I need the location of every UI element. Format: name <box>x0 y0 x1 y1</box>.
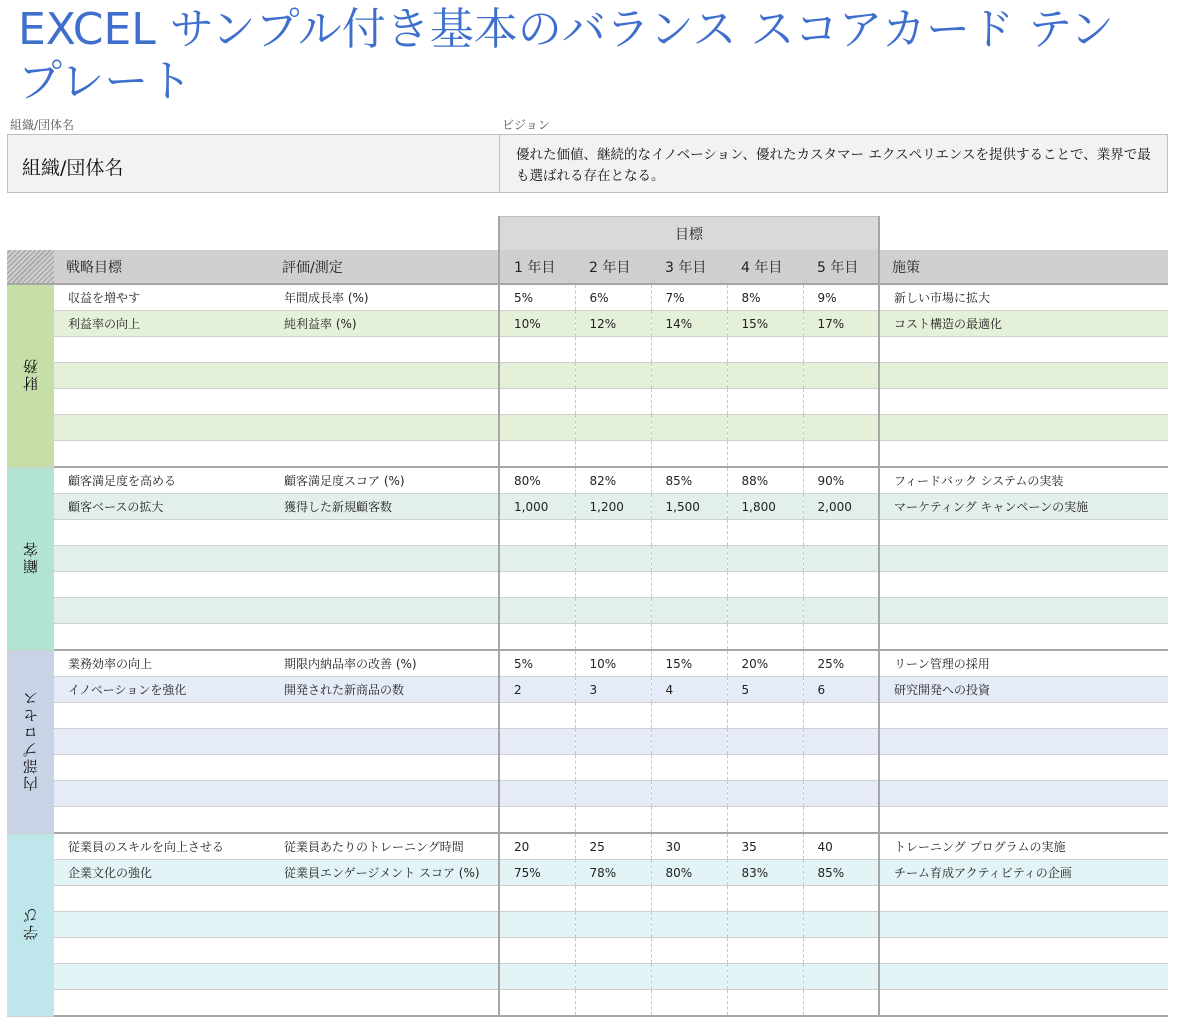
measure-cell[interactable] <box>270 415 499 441</box>
objective-cell[interactable] <box>54 546 270 572</box>
year-4-cell[interactable] <box>727 363 803 389</box>
col-initiative: 施策 <box>879 250 1168 284</box>
year-3-cell[interactable] <box>651 598 727 624</box>
objective-cell[interactable]: 企業文化の強化 <box>54 860 270 886</box>
year-4-cell[interactable] <box>727 546 803 572</box>
year-5-cell[interactable] <box>803 441 879 468</box>
col-objective: 戦略目標 <box>54 250 270 284</box>
year-4-cell[interactable]: 8% <box>727 284 803 311</box>
section-label-text: 財務 <box>22 356 40 391</box>
scorecard-table <box>7 216 1168 1017</box>
objective-cell[interactable]: 業務効率の向上 <box>54 650 270 677</box>
year-1-cell[interactable] <box>499 729 575 755</box>
year-3-cell[interactable]: 4 <box>651 677 727 703</box>
org-label: 組織/団体名 <box>10 118 75 132</box>
year-3-cell[interactable] <box>651 990 727 1017</box>
year-4-cell[interactable] <box>727 624 803 651</box>
table-row <box>7 598 1168 624</box>
year-1-cell[interactable] <box>499 572 575 598</box>
objective-cell[interactable] <box>54 389 270 415</box>
objective-cell[interactable]: 収益を増やす <box>54 284 270 311</box>
year-5-cell[interactable]: 90% <box>803 467 879 494</box>
table-row <box>7 572 1168 598</box>
year-2-cell[interactable] <box>575 598 651 624</box>
year-4-cell[interactable]: 15% <box>727 311 803 337</box>
year-3-cell[interactable]: 14% <box>651 311 727 337</box>
info-box <box>7 134 1168 193</box>
objective-cell[interactable] <box>54 520 270 546</box>
initiative-cell[interactable] <box>879 990 1168 1017</box>
table-row <box>7 938 1168 964</box>
year-1-cell[interactable] <box>499 703 575 729</box>
year-2-cell[interactable] <box>575 912 651 938</box>
col-year-4: 4 年目 <box>727 250 803 284</box>
year-2-cell[interactable] <box>575 703 651 729</box>
year-3-cell[interactable]: 1,500 <box>651 494 727 520</box>
measure-cell[interactable]: 期限内納品率の改善 (%) <box>270 650 499 677</box>
objective-cell[interactable]: 顧客ベースの拡大 <box>54 494 270 520</box>
year-3-cell[interactable]: 85% <box>651 467 727 494</box>
year-1-cell[interactable] <box>499 546 575 572</box>
initiative-cell[interactable] <box>879 363 1168 389</box>
table-row <box>7 441 1168 468</box>
table-row <box>7 494 1168 520</box>
year-1-cell[interactable] <box>499 363 575 389</box>
year-1-cell[interactable]: 5% <box>499 650 575 677</box>
year-4-cell[interactable] <box>727 912 803 938</box>
year-5-cell[interactable] <box>803 886 879 912</box>
year-2-cell[interactable] <box>575 807 651 834</box>
measure-cell[interactable] <box>270 337 499 363</box>
year-4-cell[interactable] <box>727 598 803 624</box>
year-5-cell[interactable] <box>803 520 879 546</box>
year-1-cell[interactable] <box>499 886 575 912</box>
initiative-cell[interactable] <box>879 912 1168 938</box>
measure-cell[interactable] <box>270 624 499 651</box>
year-1-cell[interactable] <box>499 912 575 938</box>
year-2-cell[interactable] <box>575 363 651 389</box>
year-5-cell[interactable]: 85% <box>803 860 879 886</box>
header-row <box>7 250 1168 284</box>
year-1-cell[interactable]: 1,000 <box>499 494 575 520</box>
initiative-cell[interactable] <box>879 572 1168 598</box>
year-5-cell[interactable] <box>803 415 879 441</box>
initiative-cell[interactable] <box>879 337 1168 363</box>
initiative-cell[interactable]: フィードバック システムの実装 <box>879 467 1168 494</box>
year-4-cell[interactable] <box>727 389 803 415</box>
measure-cell[interactable]: 従業員あたりのトレーニング時間 <box>270 833 499 860</box>
initiative-cell[interactable]: コスト構造の最適化 <box>879 311 1168 337</box>
year-5-cell[interactable]: 17% <box>803 311 879 337</box>
year-2-cell[interactable] <box>575 337 651 363</box>
year-3-cell[interactable] <box>651 964 727 990</box>
table-row <box>7 990 1168 1017</box>
year-5-cell[interactable] <box>803 546 879 572</box>
table-row <box>7 755 1168 781</box>
year-5-cell[interactable] <box>803 363 879 389</box>
table-row <box>7 650 1168 677</box>
year-2-cell[interactable] <box>575 546 651 572</box>
year-5-cell[interactable] <box>803 624 879 651</box>
year-1-cell[interactable] <box>499 624 575 651</box>
measure-cell[interactable] <box>270 807 499 834</box>
year-3-cell[interactable] <box>651 886 727 912</box>
table-row <box>7 677 1168 703</box>
initiative-cell[interactable]: 研究開発への投資 <box>879 677 1168 703</box>
year-2-cell[interactable] <box>575 755 651 781</box>
year-5-cell[interactable]: 6 <box>803 677 879 703</box>
info-divider <box>499 135 500 192</box>
year-1-cell[interactable]: 10% <box>499 311 575 337</box>
year-3-cell[interactable] <box>651 415 727 441</box>
table-row <box>7 520 1168 546</box>
year-2-cell[interactable]: 78% <box>575 860 651 886</box>
objective-cell[interactable] <box>54 964 270 990</box>
objective-cell[interactable] <box>54 624 270 651</box>
year-5-cell[interactable] <box>803 912 879 938</box>
section-label-cus <box>7 467 54 650</box>
table-row <box>7 703 1168 729</box>
table-row <box>7 781 1168 807</box>
year-3-cell[interactable] <box>651 337 727 363</box>
year-5-cell[interactable] <box>803 755 879 781</box>
year-4-cell[interactable] <box>727 938 803 964</box>
year-5-cell[interactable] <box>803 337 879 363</box>
col-measure: 評価/測定 <box>270 250 499 284</box>
objective-cell[interactable] <box>54 572 270 598</box>
year-4-cell[interactable]: 1,800 <box>727 494 803 520</box>
year-1-cell[interactable] <box>499 520 575 546</box>
table-row <box>7 389 1168 415</box>
initiative-cell[interactable]: マーケティング キャンペーンの実施 <box>879 494 1168 520</box>
measure-cell[interactable] <box>270 912 499 938</box>
table-row <box>7 546 1168 572</box>
year-4-cell[interactable] <box>727 807 803 834</box>
spacer <box>7 217 499 251</box>
objective-cell[interactable] <box>54 990 270 1017</box>
measure-cell[interactable]: 開発された新商品の数 <box>270 677 499 703</box>
col-year-2: 2 年目 <box>575 250 651 284</box>
year-4-cell[interactable] <box>727 729 803 755</box>
page-title: EXCEL サンプル付き基本のバランス スコアカード テンプレート <box>18 4 1114 107</box>
year-3-cell[interactable]: 80% <box>651 860 727 886</box>
measure-cell[interactable] <box>270 389 499 415</box>
goals-header: 目標 <box>499 217 879 251</box>
year-4-cell[interactable]: 5 <box>727 677 803 703</box>
year-3-cell[interactable] <box>651 729 727 755</box>
measure-cell[interactable] <box>270 755 499 781</box>
objective-cell[interactable]: 利益率の向上 <box>54 311 270 337</box>
section-label-lrn <box>7 833 54 1016</box>
year-4-cell[interactable] <box>727 337 803 363</box>
year-1-cell[interactable] <box>499 990 575 1017</box>
year-5-cell[interactable]: 25% <box>803 650 879 677</box>
year-4-cell[interactable] <box>727 572 803 598</box>
year-2-cell[interactable] <box>575 729 651 755</box>
table-row <box>7 860 1168 886</box>
year-2-cell[interactable] <box>575 938 651 964</box>
measure-cell[interactable] <box>270 964 499 990</box>
year-1-cell[interactable] <box>499 755 575 781</box>
year-1-cell[interactable] <box>499 441 575 468</box>
objective-cell[interactable] <box>54 729 270 755</box>
objective-cell[interactable] <box>54 886 270 912</box>
year-2-cell[interactable] <box>575 389 651 415</box>
table-row <box>7 886 1168 912</box>
year-1-cell[interactable]: 5% <box>499 284 575 311</box>
table-row <box>7 363 1168 389</box>
year-4-cell[interactable]: 35 <box>727 833 803 860</box>
year-5-cell[interactable]: 2,000 <box>803 494 879 520</box>
year-2-cell[interactable] <box>575 886 651 912</box>
initiative-cell[interactable] <box>879 807 1168 834</box>
year-3-cell[interactable] <box>651 520 727 546</box>
measure-cell[interactable]: 顧客満足度スコア (%) <box>270 467 499 494</box>
measure-cell[interactable] <box>270 938 499 964</box>
objective-cell[interactable] <box>54 337 270 363</box>
initiative-cell[interactable] <box>879 703 1168 729</box>
measure-cell[interactable] <box>270 886 499 912</box>
year-1-cell[interactable]: 80% <box>499 467 575 494</box>
table-row <box>7 624 1168 651</box>
year-1-cell[interactable]: 75% <box>499 860 575 886</box>
initiative-cell[interactable] <box>879 441 1168 468</box>
objective-cell[interactable] <box>54 938 270 964</box>
year-3-cell[interactable] <box>651 546 727 572</box>
objective-cell[interactable] <box>54 781 270 807</box>
objective-cell[interactable] <box>54 363 270 389</box>
year-3-cell[interactable] <box>651 624 727 651</box>
year-4-cell[interactable] <box>727 781 803 807</box>
initiative-cell[interactable] <box>879 964 1168 990</box>
col-year-1: 1 年目 <box>499 250 575 284</box>
year-5-cell[interactable] <box>803 598 879 624</box>
year-2-cell[interactable]: 12% <box>575 311 651 337</box>
year-4-cell[interactable]: 83% <box>727 860 803 886</box>
year-1-cell[interactable] <box>499 337 575 363</box>
year-4-cell[interactable] <box>727 964 803 990</box>
year-5-cell[interactable] <box>803 964 879 990</box>
initiative-cell[interactable] <box>879 938 1168 964</box>
year-4-cell[interactable] <box>727 415 803 441</box>
table-row <box>7 284 1168 311</box>
year-4-cell[interactable]: 20% <box>727 650 803 677</box>
measure-cell[interactable] <box>270 546 499 572</box>
initiative-cell[interactable]: リーン管理の採用 <box>879 650 1168 677</box>
year-3-cell[interactable]: 30 <box>651 833 727 860</box>
hatch-cell <box>7 250 54 284</box>
objective-cell[interactable] <box>54 703 270 729</box>
year-1-cell[interactable] <box>499 415 575 441</box>
year-3-cell[interactable] <box>651 572 727 598</box>
measure-cell[interactable]: 従業員エンゲージメント スコア (%) <box>270 860 499 886</box>
year-5-cell[interactable] <box>803 729 879 755</box>
table-row <box>7 964 1168 990</box>
measure-cell[interactable]: 獲得した新規顧客数 <box>270 494 499 520</box>
year-5-cell[interactable] <box>803 807 879 834</box>
year-1-cell[interactable] <box>499 389 575 415</box>
year-3-cell[interactable] <box>651 781 727 807</box>
year-5-cell[interactable] <box>803 703 879 729</box>
year-3-cell[interactable] <box>651 807 727 834</box>
year-4-cell[interactable] <box>727 703 803 729</box>
year-1-cell[interactable]: 2 <box>499 677 575 703</box>
initiative-cell[interactable] <box>879 781 1168 807</box>
measure-cell[interactable] <box>270 729 499 755</box>
col-year-5: 5 年目 <box>803 250 879 284</box>
table-row <box>7 833 1168 860</box>
year-3-cell[interactable] <box>651 938 727 964</box>
year-5-cell[interactable] <box>803 781 879 807</box>
initiative-cell[interactable] <box>879 886 1168 912</box>
objective-cell[interactable]: イノベーションを強化 <box>54 677 270 703</box>
measure-cell[interactable] <box>270 990 499 1017</box>
year-1-cell[interactable] <box>499 964 575 990</box>
table-row <box>7 467 1168 494</box>
year-2-cell[interactable]: 3 <box>575 677 651 703</box>
year-5-cell[interactable]: 9% <box>803 284 879 311</box>
year-4-cell[interactable] <box>727 520 803 546</box>
measure-cell[interactable] <box>270 781 499 807</box>
vision-label: ビジョン <box>502 118 550 132</box>
year-5-cell[interactable]: 40 <box>803 833 879 860</box>
measure-cell[interactable]: 年間成長率 (%) <box>270 284 499 311</box>
objective-cell[interactable] <box>54 755 270 781</box>
year-2-cell[interactable]: 10% <box>575 650 651 677</box>
year-2-cell[interactable]: 25 <box>575 833 651 860</box>
objective-cell[interactable]: 顧客満足度を高める <box>54 467 270 494</box>
initiative-cell[interactable] <box>879 389 1168 415</box>
year-1-cell[interactable] <box>499 807 575 834</box>
year-5-cell[interactable] <box>803 572 879 598</box>
section-label-fin <box>7 284 54 467</box>
year-4-cell[interactable] <box>727 886 803 912</box>
year-2-cell[interactable] <box>575 781 651 807</box>
year-3-cell[interactable] <box>651 363 727 389</box>
year-3-cell[interactable]: 7% <box>651 284 727 311</box>
year-5-cell[interactable] <box>803 938 879 964</box>
year-2-cell[interactable]: 82% <box>575 467 651 494</box>
year-3-cell[interactable] <box>651 441 727 468</box>
year-3-cell[interactable]: 15% <box>651 650 727 677</box>
objective-cell[interactable] <box>54 912 270 938</box>
table-row <box>7 311 1168 337</box>
initiative-cell[interactable] <box>879 755 1168 781</box>
initiative-cell[interactable] <box>879 520 1168 546</box>
year-2-cell[interactable] <box>575 441 651 468</box>
spacer <box>879 217 1168 251</box>
year-3-cell[interactable] <box>651 703 727 729</box>
objective-cell[interactable] <box>54 598 270 624</box>
year-2-cell[interactable] <box>575 572 651 598</box>
measure-cell[interactable]: 純利益率 (%) <box>270 311 499 337</box>
initiative-cell[interactable] <box>879 729 1168 755</box>
year-5-cell[interactable] <box>803 990 879 1017</box>
section-label-int <box>7 650 54 833</box>
measure-cell[interactable] <box>270 598 499 624</box>
year-3-cell[interactable] <box>651 912 727 938</box>
year-1-cell[interactable] <box>499 598 575 624</box>
objective-cell[interactable]: 従業員のスキルを向上させる <box>54 833 270 860</box>
year-2-cell[interactable] <box>575 964 651 990</box>
table-row <box>7 729 1168 755</box>
year-3-cell[interactable] <box>651 389 727 415</box>
measure-cell[interactable] <box>270 363 499 389</box>
objective-cell[interactable] <box>54 441 270 468</box>
table-row <box>7 912 1168 938</box>
section-label-text: 学び <box>22 905 40 940</box>
year-1-cell[interactable]: 20 <box>499 833 575 860</box>
year-2-cell[interactable] <box>575 520 651 546</box>
objective-cell[interactable] <box>54 807 270 834</box>
year-2-cell[interactable] <box>575 624 651 651</box>
year-4-cell[interactable]: 88% <box>727 467 803 494</box>
year-3-cell[interactable] <box>651 755 727 781</box>
section-label-text: 顧客 <box>22 539 40 574</box>
year-4-cell[interactable] <box>727 990 803 1017</box>
initiative-cell[interactable] <box>879 415 1168 441</box>
year-2-cell[interactable] <box>575 990 651 1017</box>
table-row <box>7 415 1168 441</box>
table-row <box>7 807 1168 834</box>
year-2-cell[interactable]: 6% <box>575 284 651 311</box>
initiative-cell[interactable]: トレーニング プログラムの実施 <box>879 833 1168 860</box>
initiative-cell[interactable] <box>879 624 1168 651</box>
measure-cell[interactable] <box>270 441 499 468</box>
initiative-cell[interactable]: チーム育成アクティビティの企画 <box>879 860 1168 886</box>
measure-cell[interactable] <box>270 703 499 729</box>
table-row <box>7 337 1168 363</box>
vision-cell[interactable]: 優れた価値、継続的なイノベーション、優れたカスタマー エクスペリエンスを提供することで、業界で最も選ばれる存在となる。 <box>516 147 1151 184</box>
year-2-cell[interactable]: 1,200 <box>575 494 651 520</box>
initiative-cell[interactable] <box>879 546 1168 572</box>
year-1-cell[interactable] <box>499 938 575 964</box>
year-1-cell[interactable] <box>499 781 575 807</box>
section-label-text: 内部プロセス <box>22 688 40 791</box>
year-2-cell[interactable] <box>575 415 651 441</box>
objective-cell[interactable] <box>54 415 270 441</box>
year-4-cell[interactable] <box>727 441 803 468</box>
year-4-cell[interactable] <box>727 755 803 781</box>
year-5-cell[interactable] <box>803 389 879 415</box>
measure-cell[interactable] <box>270 572 499 598</box>
measure-cell[interactable] <box>270 520 499 546</box>
org-name-cell[interactable]: 組織/団体名 <box>22 157 124 179</box>
col-year-3: 3 年目 <box>651 250 727 284</box>
initiative-cell[interactable]: 新しい市場に拡大 <box>879 284 1168 311</box>
initiative-cell[interactable] <box>879 598 1168 624</box>
